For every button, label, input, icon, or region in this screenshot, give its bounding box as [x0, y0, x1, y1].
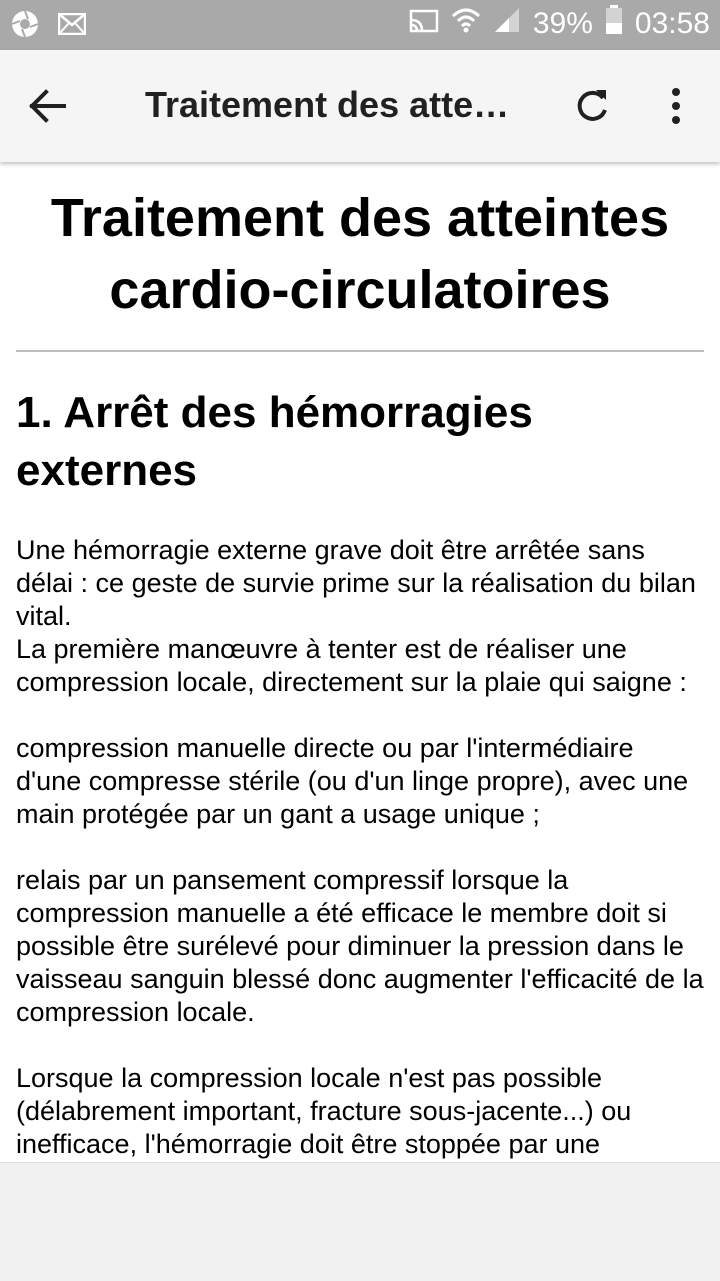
- battery-icon: [605, 5, 623, 43]
- paragraph: relais par un pansement compressif lorsque la compression manuelle a été efficace le membre doit si possible être surélevé pour diminuer la pression dans le vaisseau sanguin blessé donc augmenter l'efficacité de la compression locale.: [16, 865, 704, 1027]
- more-vert-icon[interactable]: [664, 86, 688, 126]
- paragraph: Lorsque la compression locale n'est pas possible (délabrement important, fracture sous-jacente...) ou inefficace, l'hémorragie doit être stoppée par une: [16, 1063, 632, 1159]
- title-divider: [16, 350, 704, 352]
- cast-icon: [409, 7, 439, 41]
- article-content[interactable]: [0, 162, 720, 1162]
- refresh-icon[interactable]: [572, 86, 612, 126]
- app-bar: [0, 50, 720, 162]
- signal-icon: [493, 6, 521, 42]
- status-bar: [0, 0, 720, 50]
- bottom-panel: [0, 1162, 720, 1281]
- paragraph: Une hémorragie externe grave doit être arrêtée sans délai : ce geste de survie prime sur la réalisation du bilan vital.: [16, 535, 696, 631]
- aperture-icon: [10, 9, 40, 44]
- wifi-icon: [451, 6, 481, 42]
- article-title: Traitement des atteintes cardio-circulatoires: [50, 188, 670, 320]
- paragraph: compression manuelle directe ou par l'intermédiaire d'une compresse stérile (ou d'un linge propre), avec une main protégée par un gant a usage unique ;: [16, 733, 689, 829]
- section-heading: 1. Arrêt des hémorragies externes: [16, 388, 533, 495]
- clock: 03:58: [634, 7, 710, 40]
- paragraph: La première manœuvre à tenter est de réaliser une compression locale, directement sur la plaie qui saigne :: [16, 634, 687, 697]
- battery-percent: 39%: [532, 7, 593, 40]
- back-arrow-icon[interactable]: [26, 86, 70, 126]
- mail-icon: [58, 13, 86, 40]
- app-bar-title: Traitement des atte…: [145, 84, 510, 125]
